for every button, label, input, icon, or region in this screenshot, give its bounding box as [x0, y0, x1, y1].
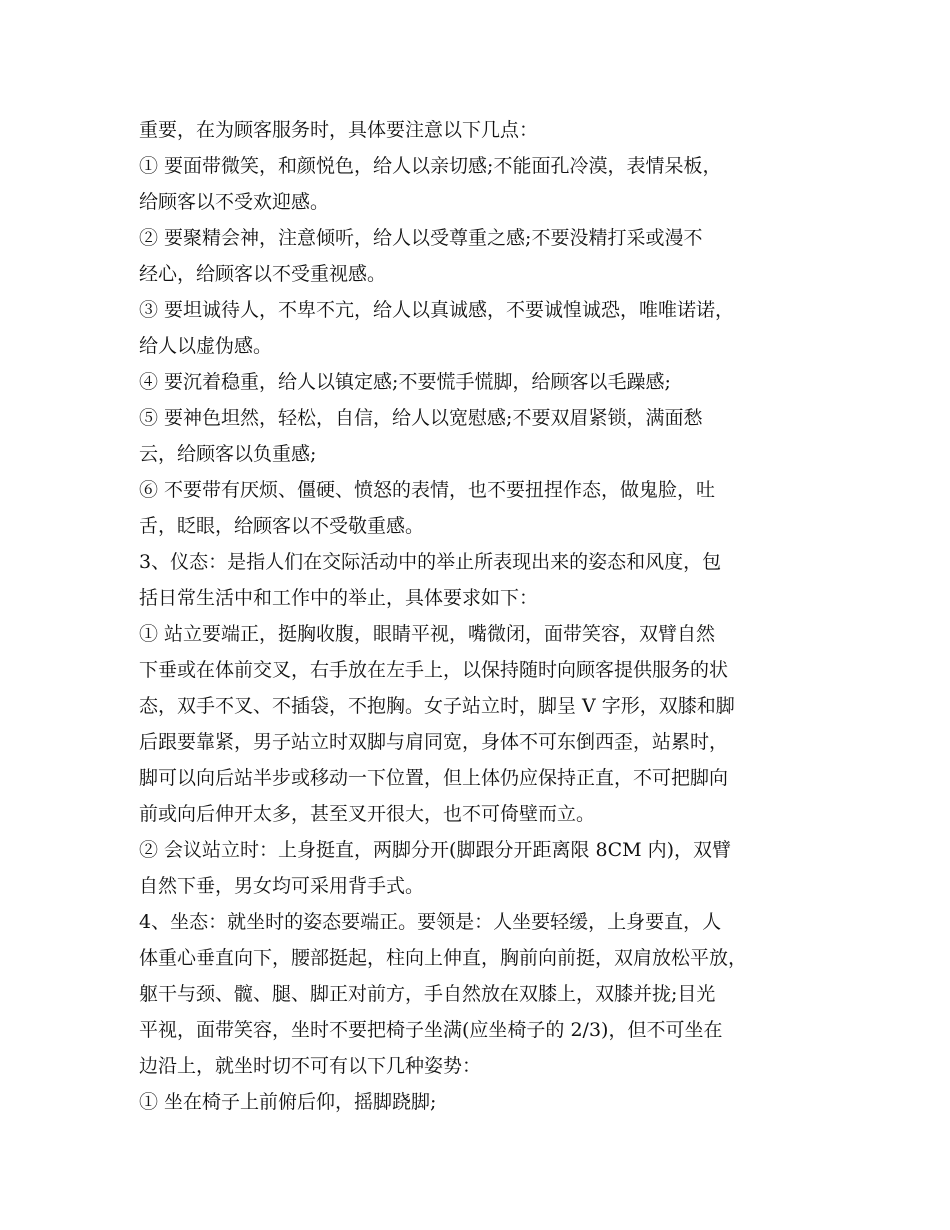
text-line: ⑤ 要神色坦然，轻松，自信，给人以宽慰感;不要双眉紧锁，满面愁: [139, 407, 703, 429]
text-line: ④ 要沉着稳重，给人以镇定感;不要慌手慌脚，给顾客以毛躁感;: [139, 371, 671, 393]
text-line: 自然下垂，男女均可采用背手式。: [139, 875, 425, 897]
text-line: 躯干与颈、髋、腿、脚正对前方，手自然放在双膝上，双膝并拢;目光: [139, 983, 716, 1005]
text-line: 体重心垂直向下，腰部挺起，柱向上伸直，胸前向前挺，双肩放松平放，: [139, 947, 748, 969]
text-line: 舌，眨眼，给顾客以不受敬重感。: [139, 515, 425, 537]
text-line: ① 站立要端正，挺胸收腹，眼睛平视，嘴微闭，面带笑容，双臂自然: [139, 623, 716, 645]
text-line: 括日常生活中和工作中的举止，具体要求如下：: [139, 587, 539, 609]
text-line: 4、坐态：就坐时的姿态要端正。要领是：人坐要轻缓，上身要直，人: [139, 911, 722, 933]
body-text: [139, 112, 839, 1120]
text-line: 后跟要靠紧，男子站立时双脚与肩同宽，身体不可东倒西歪，站累时，: [139, 731, 729, 753]
text-line: ③ 要坦诚待人，不卑不亢，给人以真诚感，不要诚惶诚恐，唯唯诺诺，: [139, 299, 735, 321]
text-line: ① 坐在椅子上前俯后仰，摇脚跷脚;: [139, 1091, 437, 1113]
text-line: ⑥ 不要带有厌烦、僵硬、愤怒的表情，也不要扭捏作态，做鬼脸，吐: [139, 479, 716, 501]
text-line: 给人以虚伪感。: [139, 335, 273, 357]
text-line: 经心，给顾客以不受重视感。: [139, 263, 387, 285]
text-line: 脚可以向后站半步或移动一下位置，但上体仍应保持正直，不可把脚向: [139, 767, 729, 789]
text-line: 3、仪态：是指人们在交际活动中的举止所表现出来的姿态和风度，包: [139, 551, 722, 573]
text-line: ② 要聚精会神，注意倾听，给人以受尊重之感;不要没精打采或漫不: [139, 227, 703, 249]
text-line: 云，给顾客以负重感;: [139, 443, 317, 465]
text-line: 前或向后伸开太多，甚至叉开很大，也不可倚壁而立。: [139, 803, 596, 825]
text-line: ① 要面带微笑，和颜悦色，给人以亲切感;不能面孔冷漠，表情呆板，: [139, 155, 722, 177]
text-line: 下垂或在体前交叉，右手放在左手上，以保持随时向顾客提供服务的状: [139, 659, 729, 681]
text-line: ② 会议站立时：上身挺直，两脚分开(脚跟分开距离限 8CM 内)，双臂: [139, 839, 732, 861]
text-line: 重要，在为顾客服务时，具体要注意以下几点：: [139, 119, 539, 141]
text-line: 边沿上，就坐时切不可有以下几种姿势：: [139, 1055, 482, 1077]
text-line: 态，双手不叉、不插袋，不抱胸。女子站立时，脚呈 V 字形，双膝和脚: [139, 695, 735, 717]
text-line: 给顾客以不受欢迎感。: [139, 191, 330, 213]
text-line: 平视，面带笑容，坐时不要把椅子坐满(应坐椅子的 2/3)，但不可坐在: [139, 1019, 723, 1041]
